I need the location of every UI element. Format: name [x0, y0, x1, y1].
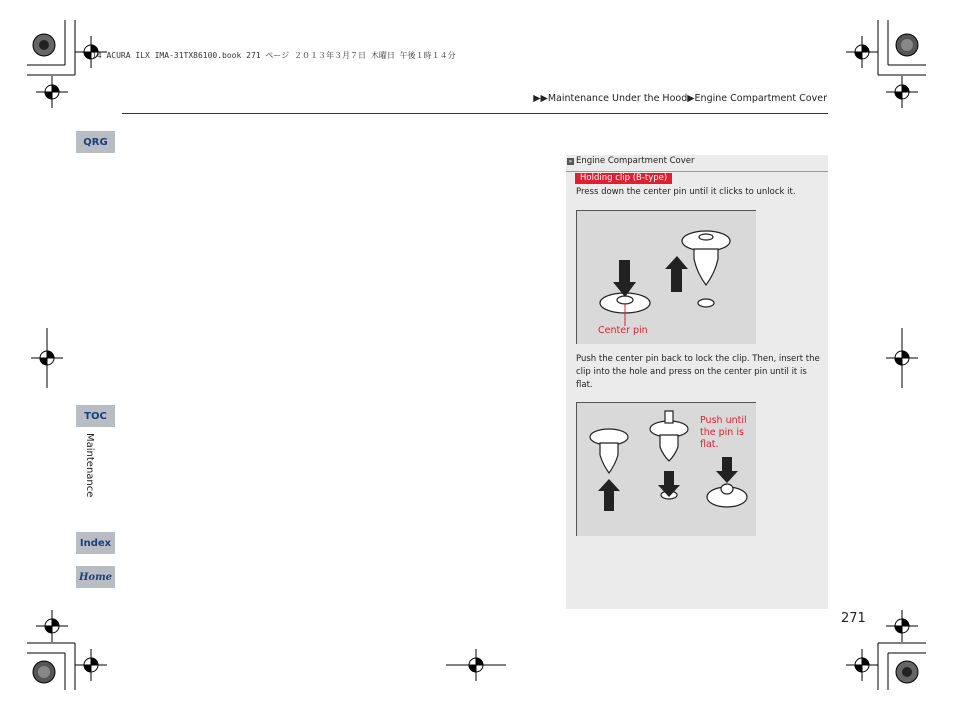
print-header: 14 ACURA ILX IMA-31TX86100.book 271 ページ ２０１３年３月７日 木曜日 午後１時１４分	[92, 51, 456, 60]
center-pin-label: Center pin	[598, 325, 648, 336]
index-button[interactable]: Index	[76, 532, 115, 554]
figure-lock-clip	[576, 402, 756, 536]
breadcrumb-arrows: ▶▶	[533, 93, 548, 104]
section-label: Maintenance	[84, 433, 95, 498]
page-number: 271	[841, 611, 866, 626]
breadcrumb-separator: ▶	[687, 93, 695, 104]
reference-marker-icon: »	[568, 158, 573, 165]
breadcrumb-page-link[interactable]: Engine Compartment Cover	[694, 93, 827, 104]
toc-button[interactable]: TOC	[76, 405, 115, 427]
home-button[interactable]: Home	[76, 566, 115, 588]
push-until-flat-label: Push until the pin is flat.	[700, 415, 747, 450]
clip-type-badge: Holding clip (B-type)	[575, 173, 672, 184]
header-rule	[122, 113, 828, 114]
figure-unlock-clip	[576, 210, 756, 344]
instruction-unlock: Press down the center pin until it clicks to unlock it.	[576, 187, 796, 197]
panel-header	[566, 155, 828, 172]
panel-title: Engine Compartment Cover	[576, 156, 695, 166]
breadcrumb	[533, 93, 827, 104]
instruction-lock: Push the center pin back to lock the clip. Then, insert the clip into the hole and press on the center pin until it is flat.	[576, 354, 820, 390]
breadcrumb-section-link[interactable]: Maintenance Under the Hood	[547, 93, 688, 104]
qrg-button[interactable]: QRG	[76, 131, 115, 153]
